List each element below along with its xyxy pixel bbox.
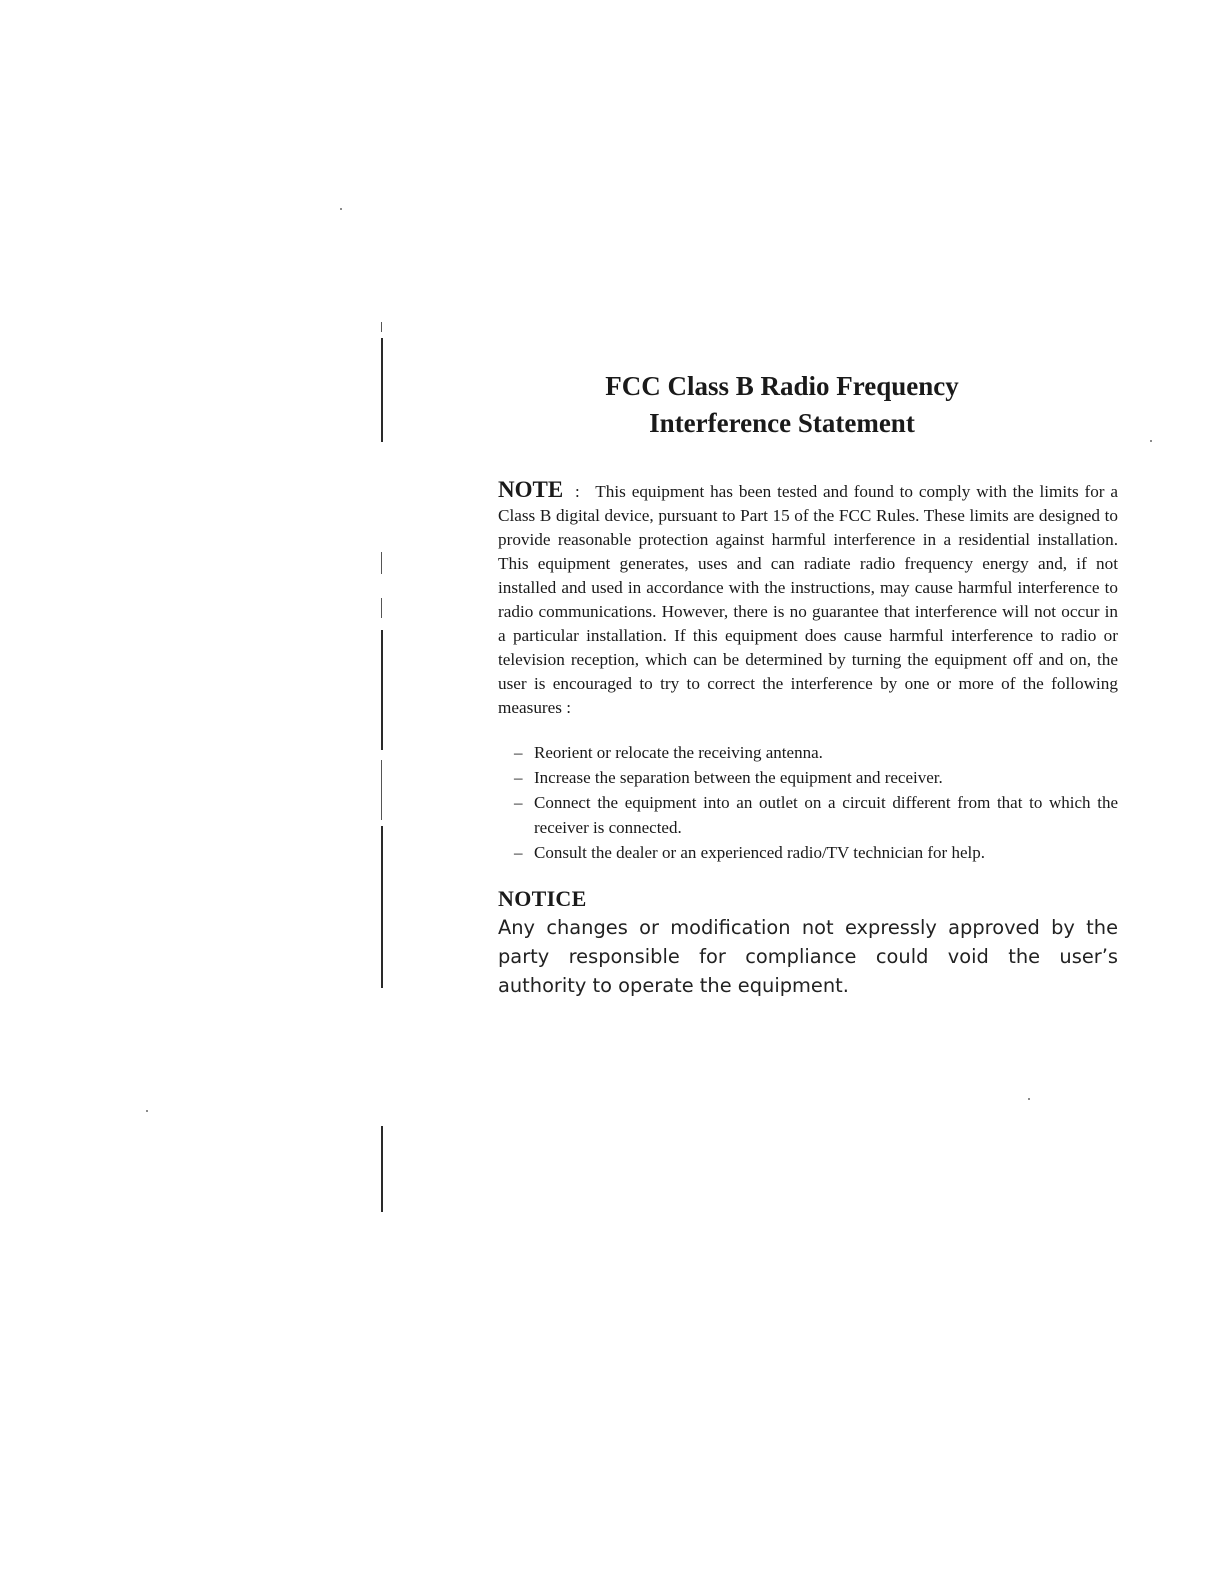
notice-text: Any changes or modification not expressly approved by the party responsible for compliance could void the user’s authority to operate the equipment.: [498, 916, 1118, 997]
measure-text: Consult the dealer or an experienced radio/TV technician for help.: [534, 843, 985, 862]
measure-text: Connect the equipment into an outlet on a circuit different from that to which the receiver is connected.: [534, 793, 1118, 837]
scan-speck: [1028, 1098, 1030, 1100]
note-label: NOTE: [498, 477, 564, 502]
dash-bullet: –: [514, 743, 523, 762]
note-text: This equipment has been tested and found to comply with the limits for a Class B digital device, pursuant to Part 15 of the FCC Rules. These limits are designed to provide reasonable protection against harmful interference in a residential installation. This equipment generates, uses and can radiate radio frequency energy and, if not installed and used in accordance with the instructions, may cause harmful interference to radio communications. However, there is no guarantee that interference will not occur in a particular installation. If this equipment does cause harmful interference to radio or television reception, which can be determined by turning the equipment off and on, the user is encouraged to try to correct the interference by one or more of the following measures :: [498, 482, 1118, 717]
dash-bullet: –: [514, 843, 523, 862]
list-item: [514, 840, 1118, 865]
scan-line: [381, 630, 383, 750]
list-item: [514, 765, 1118, 790]
scan-line: [381, 826, 383, 988]
scan-line: [381, 1126, 383, 1212]
scan-line: [381, 338, 383, 442]
list-item: [514, 790, 1118, 840]
measures-list: [498, 740, 1118, 865]
statement-body: [498, 478, 1118, 1000]
list-item: [514, 740, 1118, 765]
scan-speck: [1150, 440, 1152, 442]
note-colon: :: [575, 482, 580, 501]
scan-line: [381, 322, 382, 332]
note-paragraph: [498, 478, 1118, 720]
scan-line: [381, 760, 382, 820]
page-title: [498, 368, 1066, 442]
measure-text: Reorient or relocate the receiving antenna.: [534, 743, 823, 762]
title-line-2: Interference Statement: [649, 408, 915, 438]
measure-text: Increase the separation between the equipment and receiver.: [534, 768, 943, 787]
scan-line: [381, 552, 382, 574]
scan-line: [381, 598, 382, 618]
title-line-1: FCC Class B Radio Frequency: [605, 371, 959, 401]
dash-bullet: –: [514, 793, 523, 812]
notice-heading: NOTICE: [498, 886, 587, 911]
scan-speck: [340, 208, 342, 210]
dash-bullet: –: [514, 768, 523, 787]
scan-speck: [146, 1110, 148, 1112]
